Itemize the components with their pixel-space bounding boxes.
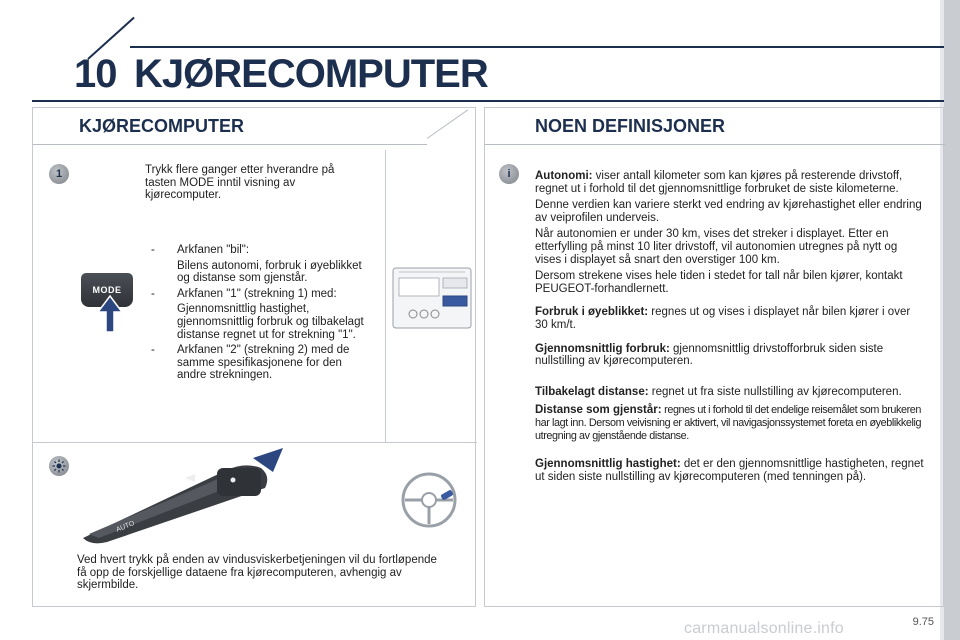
definition-average-consumption: Gjennomsnittlig forbruk: gjennomsnittlig drivstofforbruk siden siste nullstilling av kjørecomputeren. xyxy=(535,342,884,368)
step-1-badge: 1 xyxy=(49,164,69,184)
left-vertical-divider xyxy=(385,150,386,442)
definition-distance-travelled: Tilbakelagt distanse: regnet ut fra siste nullstilling av kjørecomputeren. xyxy=(535,385,902,398)
left-horizontal-divider xyxy=(33,442,477,443)
left-panel xyxy=(32,107,476,607)
left-title-rule xyxy=(33,144,427,145)
press-arrow-icon xyxy=(95,294,125,334)
chapter-number: 10 xyxy=(74,52,117,96)
definitions-list xyxy=(535,170,925,483)
tab-item-trip-1: - Arkfanen "1" (strekning 1) med: Gjennomsnittlig hastighet, gjennomsnittlig forbruk og tilbakelagt distanse regnet ut for strekning "1". xyxy=(151,287,364,341)
header-rule-top xyxy=(130,46,944,48)
watermark: carmanualsonline.info xyxy=(684,620,844,637)
definition-instant-consumption: Forbruk i øyeblikket: regnes ut og vises i displayet når bilen kjører i over 30 km/t. xyxy=(535,306,911,331)
info-icon: i xyxy=(507,168,511,180)
wiper-stalk-illustration xyxy=(77,446,287,546)
tab-item-car: - Arkfanen "bil": Bilens autonomi, forbruk i øyeblikket og distanse som gjenstår. xyxy=(151,244,362,285)
definition-autonomy-note-1: Denne verdien kan variere sterkt ved endring av kjørehastighet eller endring av veiprofilen underveis. xyxy=(535,199,922,224)
left-title-slant xyxy=(427,109,469,138)
definition-distance-remaining: Distanse som gjenstår: regnes ut i forhold til det endelige reisemålet som brukeren har lagt inn. Dersom veivisning er aktivert, vil navigasjonssystemet foreta en øyeblikkelig utregning av gjenstående distanse. xyxy=(535,404,922,442)
info-badge xyxy=(499,164,519,184)
definition-average-speed: Gjennomsnittlig hastighet: det er den gjennomsnittlige hastigheten, regnet ut siden siste nullstilling av kjørecomputeren (med tenningen på). xyxy=(535,458,924,483)
header-rule-bottom xyxy=(32,100,944,102)
stalk-auto-label: AUTO xyxy=(115,520,136,534)
right-panel-title: NOEN DEFINISJONER xyxy=(535,116,726,136)
right-panel xyxy=(484,107,944,607)
definition-autonomy-note-2: Når autonomien er under 30 km, vises det streker i displayet. Etter en etterfylling på minst 10 liter drivstoff, vil autonomien utregnes på nytt og vises i displayet så snart den overstiger 100 km. xyxy=(535,228,898,266)
light-badge xyxy=(49,456,69,476)
mode-button-illustration: MODE xyxy=(81,273,133,307)
sun-icon xyxy=(52,459,66,473)
steering-wheel-icon xyxy=(397,468,461,532)
radio-unit-illustration xyxy=(391,266,473,330)
page-edge-tab xyxy=(944,0,960,640)
tab-item-trip-2: - Arkfanen "2" (strekning 2) med de samme spesifikasjonene for den andre strekningen. xyxy=(151,344,350,382)
mode-instruction: Trykk flere ganger etter hverandre på tasten MODE inntil visning av kjørecomputer. xyxy=(145,164,335,202)
wiper-stalk-instruction: Ved hvert trykk på enden av vindusviskerbetjeningen vil du fortløpende få opp de forskjellige dataene fra kjørecomputeren, avhengig av skjermbilde. xyxy=(77,554,437,592)
tab-list xyxy=(151,244,369,382)
definition-autonomy: Autonomi: viser antall kilometer som kan kjøres på resterende drivstoff, regnet ut i forhold til det gjennomsnittlige forbruket de siste kilometerne. xyxy=(535,170,903,195)
definition-autonomy-note-3: Dersom strekene vises hele tiden i stedet for tall når bilen kjører, kontakt PEUGEOT-forhandlernett. xyxy=(535,270,903,295)
left-panel-title: KJØRECOMPUTER xyxy=(79,116,245,136)
page-number: 9.75 xyxy=(912,616,934,628)
right-title-rule xyxy=(485,144,945,145)
chapter-title: KJØRECOMPUTER xyxy=(134,52,488,96)
